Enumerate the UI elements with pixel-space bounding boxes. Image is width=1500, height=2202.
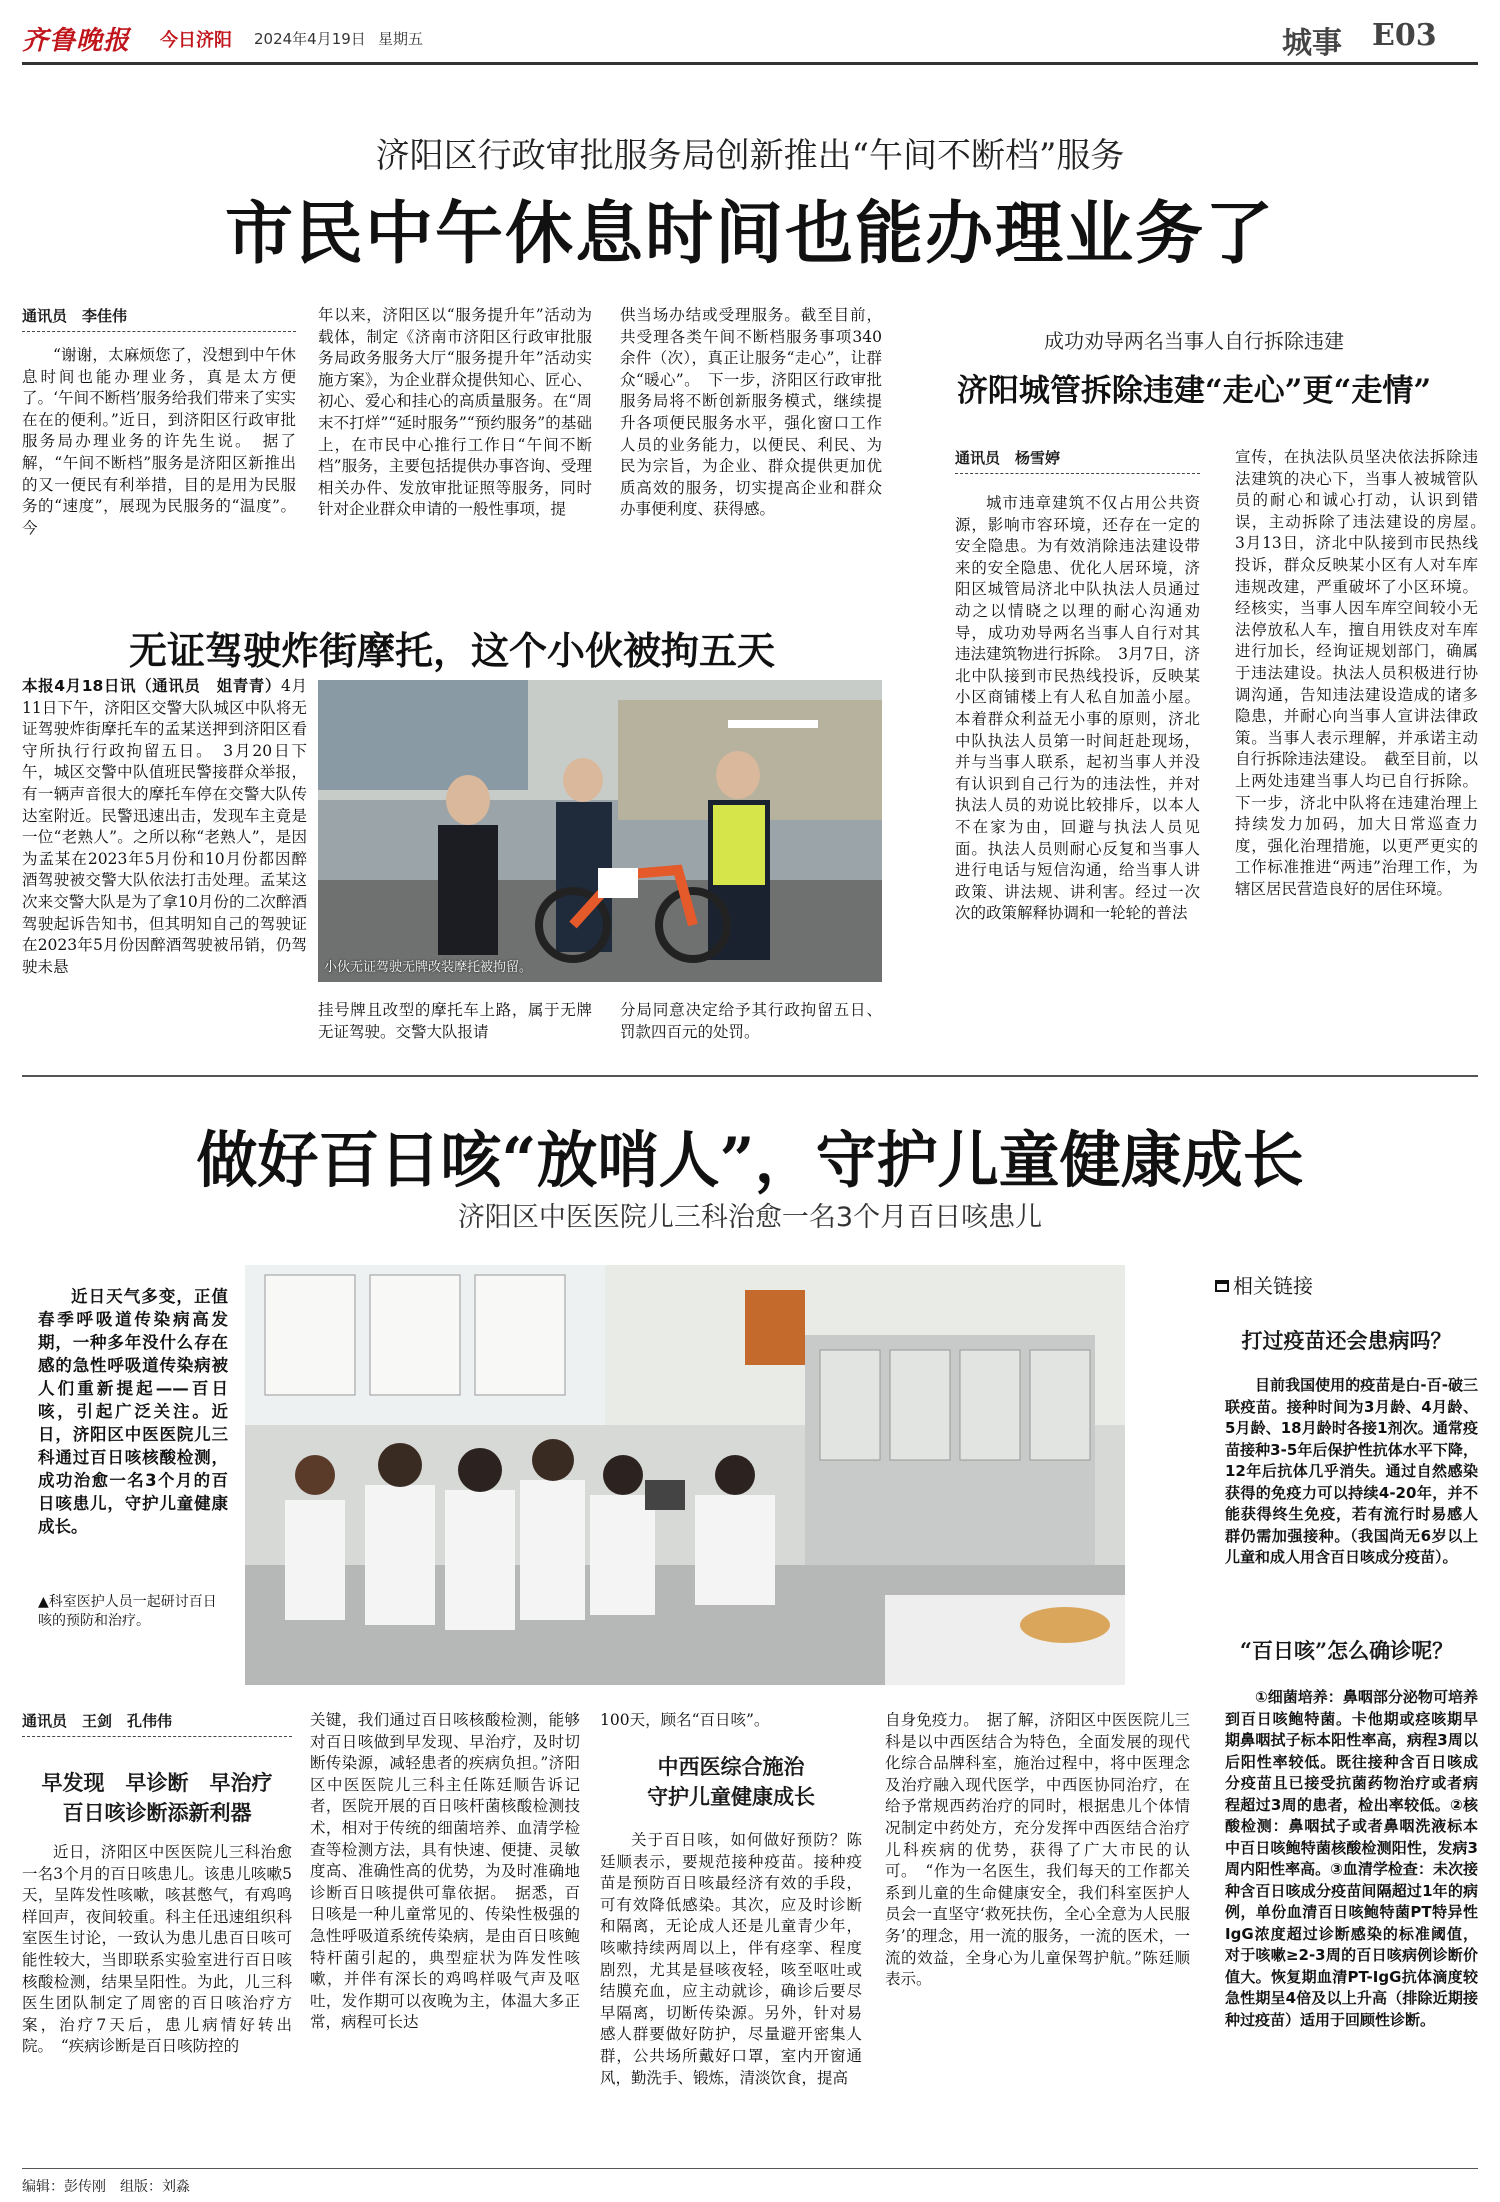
page-number: E03 xyxy=(1372,18,1437,53)
article4-subtitle: 济阳区中医医院儿三科治愈一名3个月百日咳患儿 xyxy=(457,1202,1043,1233)
article2-col2: 挂号牌且改型的摩托车上路，属于无牌无证驾驶。交警大队报请 xyxy=(318,1001,592,1041)
article4-col1: 近日，济阳区中医医院儿三科治愈一名3个月的百日咳患儿。该患儿咳嗽5天，呈阵发性咳嗽，咳甚憋气，有鸡鸣样回声，夜间较重。科主任迅速组织科室医生讨论，一致认为患儿患百日咳可能性较大，当即联系实验室进行百日咳核酸检测，结果呈阳性。为此，儿三科医生团队制定了周密的百日咳治疗方案，治疗7天后，患儿病情好转出院。 “疾病诊断是百日咳防控的 xyxy=(22,1843,292,2056)
article4-col4: 自身免疫力。 据了解，济阳区中医医院儿三科是以中西医结合为特色，全面发展的现代化综合品牌科室，施治过程中，将中医理念及治疗融入现代医学，中西医协同治疗，在给予常规西药治疗的同时，根据患儿个体情况制定中药处方，充分发挥中西医结合治疗儿科疾病的优势，获得了广大市民的认可。 “作为一名医生，我们每天的工作都关系到儿童的生命健康安全，我们科室医护人员会一直坚守‘救死扶伤，全心全意为人民服务’的理念，用一流的服务，一流的医术，一流的效益，全身心为儿童保驾护航。”陈廷顺表示。 xyxy=(885,1711,1190,1989)
article2-col1-text: 4月11日下午，济阳区交警大队城区中队将无证驾驶炸街摩托车的孟某送押到济阳区看守所执行行政拘留五日。 3月20日下午，城区交警中队值班民警接群众举报，有一辆声音很大的摩托车停在交警大队传达室附近。民警迅速出击，发现车主竟是一位“老熟人”。之所以称“老熟人”，是因为孟某在2023年5月份和10月份都因醉酒驾驶被交警大队依法打击处理。孟某这次来交警大队是为了拿10月份的二次醉酒驾驶起诉告知书，但其明知自己的驾驶证在2023年5月份因醉酒驾驶被吊销，仍驾驶未悬 xyxy=(22,677,307,976)
sidebar-answer-2: ①细菌培养：鼻咽部分泌物可培养到百日咳鲍特菌。卡他期或痉咳期早期鼻咽拭子标本阳性率高，病程3周以后阳性率较低。既往接种含百日咳成分疫苗且已接受抗菌药物治疗或者病程超过3周的患者，检出率较低。②核酸检测：鼻咽拭子或者鼻咽洗液标本中百日咳鲍特菌核酸检测阳性，发病3周内阳性率高。③血清学检查：未次接种含百日咳成分疫苗间隔超过1年的病例，单份血清百日咳鲍特菌PT特异性IgG浓度超过诊断感染的标准阈值，对于咳嗽≥2-3周的百日咳病例诊断价值大。恢复期血清PT-IgG抗体滴度较急性期呈4倍及以上升高（排除近期接种过疫苗）适用于回顾性诊断。 xyxy=(1225,1688,1478,2029)
sidebar-label-text: 相关链接 xyxy=(1233,1274,1313,1298)
edition-label: 今日济阳 xyxy=(160,30,232,51)
article1-kicker: 济阳区行政审批服务局创新推出“午间不断档”服务 xyxy=(375,136,1125,176)
masthead xyxy=(22,14,1478,60)
issue-weekday: 星期五 xyxy=(378,30,424,48)
article4-section1-title: 早发现 早诊断 早治疗 百日咳诊断添新利器 xyxy=(41,1770,273,1825)
article4-photo xyxy=(245,1265,1125,1685)
traffic-police-photo xyxy=(318,680,882,982)
article4-col3b: 关于百日咳，如何做好预防？陈廷顺表示，要规范接种疫苗。接种疫苗是预防百日咳最经济有效的手段，可有效降低感染。其次，应及时诊断和隔离，无论成人还是儿童青少年，咳嗽持续两周以上，伴有痉挛、程度剧烈，尤其是昼咳夜轻，咳至呕吐或结膜充血，应主动就诊，确诊后要尽早隔离，切断传染源。另外，针对易感人群要做好防护，尽量避开密集人群，公共场所戴好口罩，室内开窗通风，勤洗手、锻炼，清淡饮食，提高 xyxy=(600,1831,862,2087)
article2-dateline: 本报4月18日讯（通讯员 姐青青） xyxy=(22,677,282,695)
article4-lead: 近日天气多变，正值春季呼吸道传染病高发期，一种多年没什么存在感的急性呼吸道传染病被人们重新提起——百日咳，引起广泛关注。近日，济阳区中医医院儿三科通过百日咳核酸检测，成功治愈一名3个月的百日咳患儿，守护儿童健康成长。 xyxy=(38,1287,228,1536)
footer-credits: 编辑：彭传刚 组版：刘淼 xyxy=(22,2179,190,2195)
header-rule xyxy=(22,62,1478,65)
article3-col2: 宣传，在执法队员坚决依法拆除违法建筑的决心下，当事人被城管队员的耐心和诚心打动，认识到错误，主动拆除了违法建设的房屋。 3月13日，济北中队接到市民热线投诉，群众反映某小区有人对车库违规改建，严重破坏了小区环境。经核实，当事人因车库空间较小无法停放私人车，擅自用铁皮对车库进行加长，经询证规划部门，确属于违法建设。执法人员积极进行协调沟通，告知违法建设造成的诸多隐患，并耐心向当事人宣讲法律政策。当事人表示理解，并承诺主动自行拆除违法建设。 截至目前，以上两处违建当事人均已自行拆除。下一步，济北中队将在违建治理上持续发力加码，加大日常巡查力度，强化治理措施，以更严更实的工作标准推进“两违”治理工作，为辖区居民营造良好的居住环境。 xyxy=(1235,448,1494,898)
section-name: 城事 xyxy=(1282,26,1342,61)
article1-col3: 供当场办结或受理服务。截至目前，共受理各类午间不断档服务事项340余件（次），真正让服务“走心”，让群众“暖心”。 下一步，济阳区行政审批服务局将不断创新服务模式，继续提升各项便民服务水平，强化窗口工作人员的业务能力，以便民、利民、为民为宗旨，为企业、群众提供更加优质高效的服务，切实提高企业和群众办事便利度、获得感。 xyxy=(620,306,882,519)
footer-rule xyxy=(22,2168,1478,2169)
medical-staff-meeting-photo xyxy=(245,1265,1125,1685)
section-divider xyxy=(22,1075,1478,1077)
article4-section2-title: 中西医综合施治 守护儿童健康成长 xyxy=(647,1754,815,1809)
article2-photo-caption: 小伙无证驾驶无牌改装摩托被拘留。 xyxy=(324,960,533,975)
article2-photo xyxy=(318,680,882,982)
article4-reporter: 通讯员 王剑 孔伟伟 xyxy=(22,1710,292,1737)
article3-headline: 济阳城管拆除违建“走心”更“走情” xyxy=(956,373,1432,409)
article2-col3: 分局同意决定给予其行政拘留五日、罚款四百元的处罚。 xyxy=(620,1001,882,1041)
article3-kicker: 成功劝导两名当事人自行拆除违建 xyxy=(1044,329,1344,353)
sidebar-question-1: 打过疫苗还会患病吗？ xyxy=(1241,1328,1452,1353)
sidebar-label xyxy=(1215,1270,1478,1299)
article4-photo-caption: ▲科室医护人员一起研讨百日咳的预防和治疗。 xyxy=(38,1594,217,1629)
article2-col1 xyxy=(22,676,307,1062)
article1-headline: 市民中午休息时间也能办理业务了 xyxy=(224,194,1275,274)
issue-date: 2024年4月19日 xyxy=(254,30,366,48)
article3-col1: 城市违章建筑不仅占用公共资源，影响市容环境，还存在一定的安全隐患。为有效消除违法建设带来的安全隐患、优化人居环境，济阳区城管局济北中队执法人员通过动之以情晓之以理的耐心沟通劝导，成功劝导两名当事人自行对其违法建筑物进行拆除。 3月7日，济北中队接到市民热线投诉，反映某小区商铺楼上有人私自加盖小屋。本着群众利益无小事的原则，济北中队执法人员第一时间赶赴现场，并与当事人联系，起初当事人并没有认识到自己行为的违法性，并对执法人员的劝说比较排斥，以本人不在家为由，回避与执法人员见面。执法人员则耐心反复和当事人进行电话与短信沟通，给当事人讲政策、讲法规、讲利害。经过一次次的政策解释协调和一轮轮的普法 xyxy=(955,494,1200,923)
article1-reporter: 通讯员 李佳伟 xyxy=(22,305,296,332)
article4-headline: 做好百日咳“放哨人”，守护儿童健康成长 xyxy=(196,1125,1304,1196)
article4-col2: 关键，我们通过百日咳核酸检测，能够对百日咳做到早发现、早治疗，及时切断传染源，减轻患者的疾病负担。”济阳区中医医院儿三科主任陈廷顺告诉记者，医院开展的百日咳杆菌核酸检测技术，相对于传统的细菌培养、血清学检查等检测方法，具有快速、便捷、灵敏度高、准确性高的优势，为及时准确地诊断百日咳提供可靠依据。 据悉，百日咳是一种儿童常见的、传染性极强的急性呼吸道系统传染病，是由百日咳鲍特杆菌引起的，典型症状为阵发性咳嗽，并伴有深长的鸡鸣样吸气声及呕吐，发作期可以夜晚为主，体温大多正常，病程可长达 xyxy=(310,1711,580,2032)
article2-headline: 无证驾驶炸街摩托，这个小伙被拘五天 xyxy=(128,628,775,673)
paper-logo: 齐鲁晚报 xyxy=(22,26,131,56)
sidebar-box-icon xyxy=(1215,1280,1229,1292)
article4-col3a: 100天，顾名“百日咳”。 xyxy=(600,1711,770,1729)
article1-col2: 年以来，济阳区以“服务提升年”活动为载体，制定《济南市济阳区行政审批服务局政务服务大厅“服务提升年”活动实施方案》，为企业群众提供知心、匠心、初心、爱心和挂心的高质量服务。在“周末不打烊”“延时服务”“预约服务”的基础上，在市民中心推行工作日“午间不断档”服务，主要包括提供办事咨询、受理相关办件、发放审批证照等服务，同时针对企业群众申请的一般性事项，提 xyxy=(318,306,592,519)
article1-col1: “谢谢，太麻烦您了，没想到中午休息时间也能办理业务，真是太方便了。‘午间不断档’服务给我们带来了实实在在的便利。”近日，到济阳区行政审批服务局办理业务的许先生说。 据了解，“午间不断档”服务是济阳区新推出的又一便民有利举措，目的是用为民服务的“速度”，展现为民服务的“温度”。今 xyxy=(22,346,296,537)
sidebar-answer-1: 目前我国使用的疫苗是白-百-破三联疫苗。接种时间为3月龄、4月龄、5月龄、18月龄时各接1剂次。通常疫苗接种3-5年后保护性抗体水平下降，12年后抗体几乎消失。通过自然感染获得的免疫力可以持续4-20年，并不能获得终生免疫，若有流行时易感人群仍需加强接种。（我国尚无6岁以上儿童和成人用含百日咳成分疫苗）。 xyxy=(1225,1376,1478,1566)
sidebar-question-2: “百日咳”怎么确诊呢？ xyxy=(1239,1638,1454,1663)
article3-reporter: 通讯员 杨雪婷 xyxy=(955,447,1200,474)
